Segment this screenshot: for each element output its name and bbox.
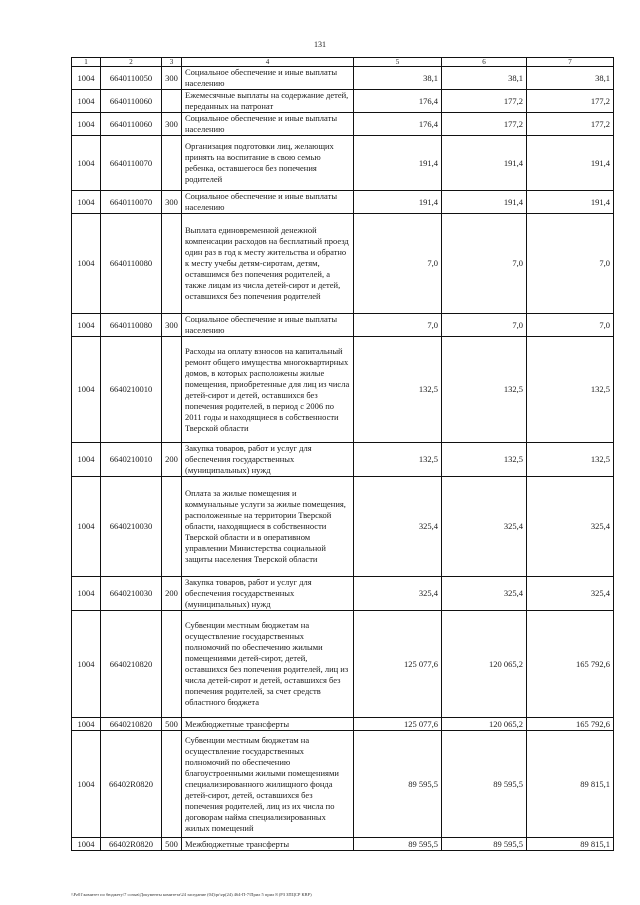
- value-col5: 125 077,6: [354, 718, 442, 731]
- value-col6: 132,5: [442, 443, 527, 477]
- table-row: [72, 90, 614, 113]
- target-code: 6640110060: [101, 90, 162, 113]
- value-col7: 132,5: [527, 337, 614, 443]
- target-code: 6640110050: [101, 67, 162, 90]
- file-path-footer: \\Pz01\комитет по бюджету\7 созыв\Документы комитета\24 заседание (04)\pr\zp(24) 464-П-7\Прил 5 прил 8 (РЗ ЗПЦСР КВР): [71, 892, 312, 897]
- section-code: 1004: [72, 214, 101, 314]
- target-code: 6640210030: [101, 577, 162, 611]
- value-col6: 177,2: [442, 113, 527, 136]
- expense-type: 200: [162, 443, 182, 477]
- table-row: [72, 611, 614, 718]
- table-row: [72, 136, 614, 191]
- section-code: 1004: [72, 113, 101, 136]
- item-name: Межбюджетные трансферты: [182, 838, 354, 851]
- section-code: 1004: [72, 136, 101, 191]
- value-col5: 89 595,5: [354, 838, 442, 851]
- expense-type: [162, 214, 182, 314]
- section-code: 1004: [72, 731, 101, 838]
- target-code: 66402R0820: [101, 731, 162, 838]
- target-code: 6640110060: [101, 113, 162, 136]
- expense-type: 300: [162, 67, 182, 90]
- column-header: 4: [182, 58, 354, 67]
- item-name: Субвенции местным бюджетам на осуществление государственных полномочий по обеспечению жилыми помещениями детей-сирот, детей, оставшихся без попечения родителей, лиц из числа детей-сирот и детей, оставшихся без попечения родителей, за счет средств областного бюджета: [182, 611, 354, 718]
- value-col7: 165 792,6: [527, 611, 614, 718]
- value-col7: 89 815,1: [527, 731, 614, 838]
- value-col6: 7,0: [442, 214, 527, 314]
- column-header: 2: [101, 58, 162, 67]
- section-code: 1004: [72, 477, 101, 577]
- section-code: 1004: [72, 314, 101, 337]
- value-col5: 176,4: [354, 90, 442, 113]
- item-name: Ежемесячные выплаты на содержание детей, переданных на патронат: [182, 90, 354, 113]
- table-row: [72, 731, 614, 838]
- expense-type: 300: [162, 113, 182, 136]
- target-code: 6640110080: [101, 314, 162, 337]
- target-code: 6640110080: [101, 214, 162, 314]
- value-col7: 89 815,1: [527, 838, 614, 851]
- section-code: 1004: [72, 443, 101, 477]
- item-name: Социальное обеспечение и иные выплаты населению: [182, 314, 354, 337]
- expense-type: [162, 337, 182, 443]
- budget-table: [71, 57, 614, 851]
- column-header: 5: [354, 58, 442, 67]
- value-col6: 7,0: [442, 314, 527, 337]
- value-col7: 325,4: [527, 477, 614, 577]
- table-row: [72, 718, 614, 731]
- target-code: 6640210030: [101, 477, 162, 577]
- value-col6: 132,5: [442, 337, 527, 443]
- value-col5: 176,4: [354, 113, 442, 136]
- section-code: 1004: [72, 611, 101, 718]
- value-col6: 191,4: [442, 136, 527, 191]
- item-name: Социальное обеспечение и иные выплаты населению: [182, 113, 354, 136]
- column-header: 3: [162, 58, 182, 67]
- value-col5: 7,0: [354, 314, 442, 337]
- value-col7: 191,4: [527, 191, 614, 214]
- value-col6: 89 595,5: [442, 838, 527, 851]
- table-row: [72, 214, 614, 314]
- value-col5: 132,5: [354, 443, 442, 477]
- expense-type: 500: [162, 838, 182, 851]
- value-col5: 191,4: [354, 136, 442, 191]
- target-code: 6640110070: [101, 191, 162, 214]
- target-code: 6640210010: [101, 337, 162, 443]
- value-col5: 89 595,5: [354, 731, 442, 838]
- value-col5: 191,4: [354, 191, 442, 214]
- value-col6: 191,4: [442, 191, 527, 214]
- value-col5: 132,5: [354, 337, 442, 443]
- target-code: 6640210010: [101, 443, 162, 477]
- section-code: 1004: [72, 838, 101, 851]
- expense-type: 300: [162, 191, 182, 214]
- item-name: Социальное обеспечение и иные выплаты населению: [182, 67, 354, 90]
- expense-type: [162, 731, 182, 838]
- column-number-header: [72, 58, 614, 67]
- item-name: Социальное обеспечение и иные выплаты населению: [182, 191, 354, 214]
- value-col5: 325,4: [354, 577, 442, 611]
- expense-type: [162, 611, 182, 718]
- value-col7: 191,4: [527, 136, 614, 191]
- value-col7: 325,4: [527, 577, 614, 611]
- value-col5: 325,4: [354, 477, 442, 577]
- expense-type: 200: [162, 577, 182, 611]
- value-col7: 7,0: [527, 214, 614, 314]
- value-col6: 120 065,2: [442, 718, 527, 731]
- value-col5: 38,1: [354, 67, 442, 90]
- table-row: [72, 337, 614, 443]
- target-code: 6640210820: [101, 718, 162, 731]
- value-col5: 7,0: [354, 214, 442, 314]
- item-name: Оплата за жилые помещения и коммунальные услуги за жилые помещения, расположенные на территории Тверской области, находящиеся в собственности Тверской области и в оперативном управлении Министерства социальной защиты населения Тверской области: [182, 477, 354, 577]
- value-col7: 7,0: [527, 314, 614, 337]
- column-header: 6: [442, 58, 527, 67]
- table-row: [72, 443, 614, 477]
- item-name: Организация подготовки лиц, желающих принять на воспитание в свою семью ребенка, оставшегося без попечения родителей: [182, 136, 354, 191]
- value-col6: 177,2: [442, 90, 527, 113]
- section-code: 1004: [72, 191, 101, 214]
- table-row: [72, 577, 614, 611]
- value-col6: 325,4: [442, 577, 527, 611]
- expense-type: [162, 477, 182, 577]
- value-col6: 89 595,5: [442, 731, 527, 838]
- item-name: Межбюджетные трансферты: [182, 718, 354, 731]
- value-col5: 125 077,6: [354, 611, 442, 718]
- section-code: 1004: [72, 577, 101, 611]
- value-col6: 325,4: [442, 477, 527, 577]
- value-col6: 120 065,2: [442, 611, 527, 718]
- value-col7: 38,1: [527, 67, 614, 90]
- target-code: 66402R0820: [101, 838, 162, 851]
- section-code: 1004: [72, 718, 101, 731]
- expense-type: 500: [162, 718, 182, 731]
- page-number: 131: [314, 40, 326, 49]
- table-row: [72, 67, 614, 90]
- value-col7: 165 792,6: [527, 718, 614, 731]
- item-name: Выплата единовременной денежной компенсации расходов на бесплатный проезд один раз в год к месту жительства и обратно к месту учебы детям-сиротам, детям, оставшимся без попечения родителей, а также лицам из числа детей-сирот и детей, оставшихся без попечения родителей: [182, 214, 354, 314]
- table-row: [72, 314, 614, 337]
- target-code: 6640210820: [101, 611, 162, 718]
- table-row: [72, 113, 614, 136]
- expense-type: [162, 90, 182, 113]
- value-col7: 177,2: [527, 90, 614, 113]
- section-code: 1004: [72, 90, 101, 113]
- value-col7: 177,2: [527, 113, 614, 136]
- expense-type: 300: [162, 314, 182, 337]
- table-row: [72, 477, 614, 577]
- table-row: [72, 838, 614, 851]
- column-header: 7: [527, 58, 614, 67]
- value-col6: 38,1: [442, 67, 527, 90]
- item-name: Субвенции местным бюджетам на осуществление государственных полномочий по обеспечению благоустроенными жилыми помещениями специализированного жилищного фонда детей-сирот, детей, оставшихся без попечения родителей, лиц из их числа по договорам найма специализированных жилых помещений: [182, 731, 354, 838]
- item-name: Расходы на оплату взносов на капитальный ремонт общего имущества многоквартирных домов, в которых расположены жилые помещения, приобретенные для лиц из числа детей-сирот и детей, оставшихся без попечения родителей, в период с 2006 по 2011 годы и находящиеся в собственности Тверской области: [182, 337, 354, 443]
- expense-type: [162, 136, 182, 191]
- item-name: Закупка товаров, работ и услуг для обеспечения государственных (муниципальных) нужд: [182, 443, 354, 477]
- target-code: 6640110070: [101, 136, 162, 191]
- column-header: 1: [72, 58, 101, 67]
- section-code: 1004: [72, 337, 101, 443]
- item-name: Закупка товаров, работ и услуг для обеспечения государственных (муниципальных) нужд: [182, 577, 354, 611]
- value-col7: 132,5: [527, 443, 614, 477]
- table-row: [72, 191, 614, 214]
- section-code: 1004: [72, 67, 101, 90]
